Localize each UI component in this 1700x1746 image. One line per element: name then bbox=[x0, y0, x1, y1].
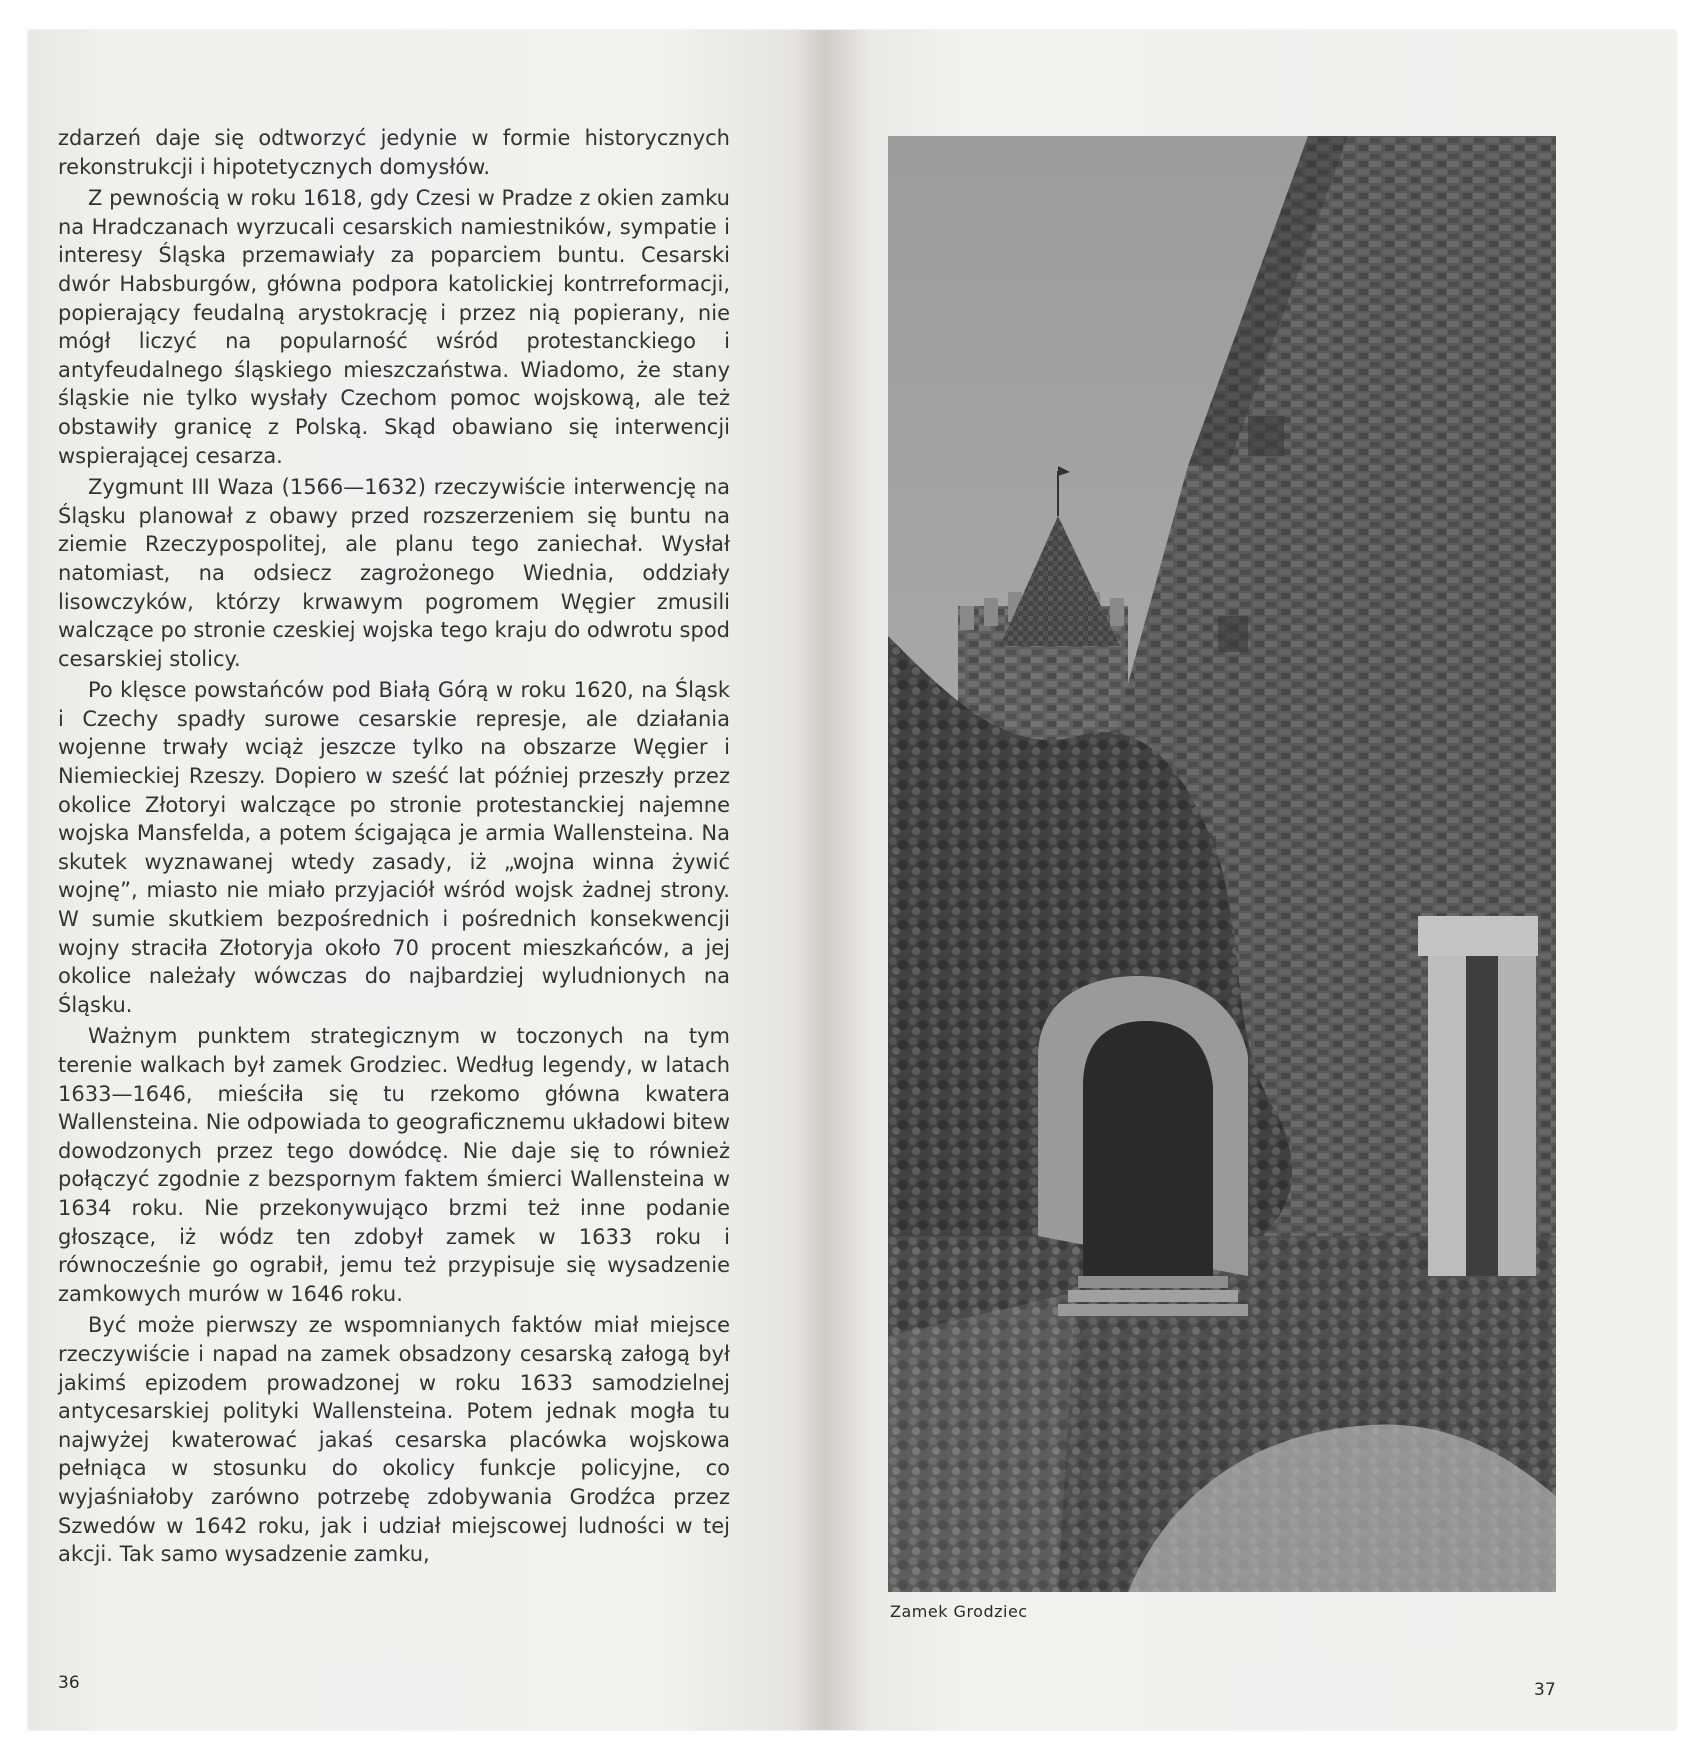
paragraph: Ważnym punktem strategicznym w toczonych na tym terenie walkach był zamek Grodziec. Według legendy, w latach 1633—1646, mieściła się tu rzekomo główna kwatera Wallensteina. Nie odpowiada to geograficznemu układowi bitew dowodzonych przez tego dowódcę. Nie daje się to również połączyć zgodnie z bezspornym faktem śmierci Wallensteina w 1634 roku. Nie przekonywująco brzmi też inne podanie głoszące, iż wódz ten zdobył zamek w 1633 roku i równocześnie go ograbił, jemu też przypisuje się wysadzenie zamkowych murów w 1646 roku. bbox=[58, 1024, 730, 1306]
castle-photo bbox=[888, 136, 1556, 1592]
paragraph: zdarzeń daje się odtworzyć jedynie w formie historycznych rekonstrukcji i hipotetycznych domysłów. bbox=[58, 126, 730, 179]
paragraph: Być może pierwszy ze wspomnianych faktów miał miejsce rzeczywiście i napad na zamek obsadzony cesarską załogą był jakimś epizodem prowadzonej w roku 1633 samodzielnej antycesarskiej polityki Wallensteina. Potem jednak mogła tu najwyżej kwaterować jakaś cesarska placówka wojskowa pełniąca w stosunku do okolicy funkcje policyjne, co wyjaśniałoby zarówno potrzebę zdobywania Grodźca przez Szwedów w 1642 roku, jak i udział miejscowej ludności w tej akcji. Tak samo wysadzenie zamku, bbox=[58, 1313, 730, 1567]
castle-photo-illustration bbox=[888, 136, 1556, 1592]
photo-caption: Zamek Grodziec bbox=[890, 1602, 1028, 1621]
page-number-left: 36 bbox=[58, 1673, 80, 1693]
paragraph: Zygmunt III Waza (1566—1632) rzeczywiście interwencję na Śląsku planował z obawy przed rozszerzeniem się buntu na ziemie Rzeczypospolitej, ale planu tego zaniechał. Wysłał natomiast, na odsiecz zagrożonego Wiednia, oddziały lisowczyków, którzy krwawym pogromem Węgier zmusili walczące po stronie czeskiej wojska tego kraju do odwrotu spod cesarskiej stolicy. bbox=[58, 475, 730, 671]
page-number-right: 37 bbox=[1534, 1680, 1556, 1700]
body-text bbox=[58, 124, 730, 1572]
paragraph: Z pewnością w roku 1618, gdy Czesi w Pradze z okien zamku na Hradczanach wyrzucali cesarskich namiestników, sympatie i interesy Śląska przemawiały za poparciem buntu. Cesarski dwór Habsburgów, główna podpora katolickiej kontrreformacji, popierający feudalną arystokrację i przez nią popierany, nie mógł liczyć na popularność wśród protestanckiego i antyfeudalnego śląskiego mieszczaństwa. Wiadomo, że stany śląskie nie tylko wysłały Czechom pomoc wojskową, ale też obstawiły granicę z Polską. Skąd obawiano się interwencji wspierającej cesarza. bbox=[58, 186, 730, 468]
paragraph: Po klęsce powstańców pod Białą Górą w roku 1620, na Śląsk i Czechy spadły surowe cesarskie represje, ale działania wojenne trwały wciąż jeszcze tylko na obszarze Węgier i Niemieckiej Rzeszy. Dopiero w sześć lat później przeszły przez okolice Złotoryi walczące po stronie protestanckiej najemne wojska Mansfelda, a potem ścigająca je armia Wallensteina. Na skutek wyznawanej wtedy zasady, iż „wojna winna żywić wojnę”, miasto nie miało przyjaciół wśród wojsk żadnej strony. W sumie skutkiem bezpośrednich i pośrednich konsekwencji wojny straciła Złotoryja około 70 procent mieszkańców, a jej okolice należały wówczas do najbardziej wyludnionych na Śląsku. bbox=[58, 678, 730, 1017]
